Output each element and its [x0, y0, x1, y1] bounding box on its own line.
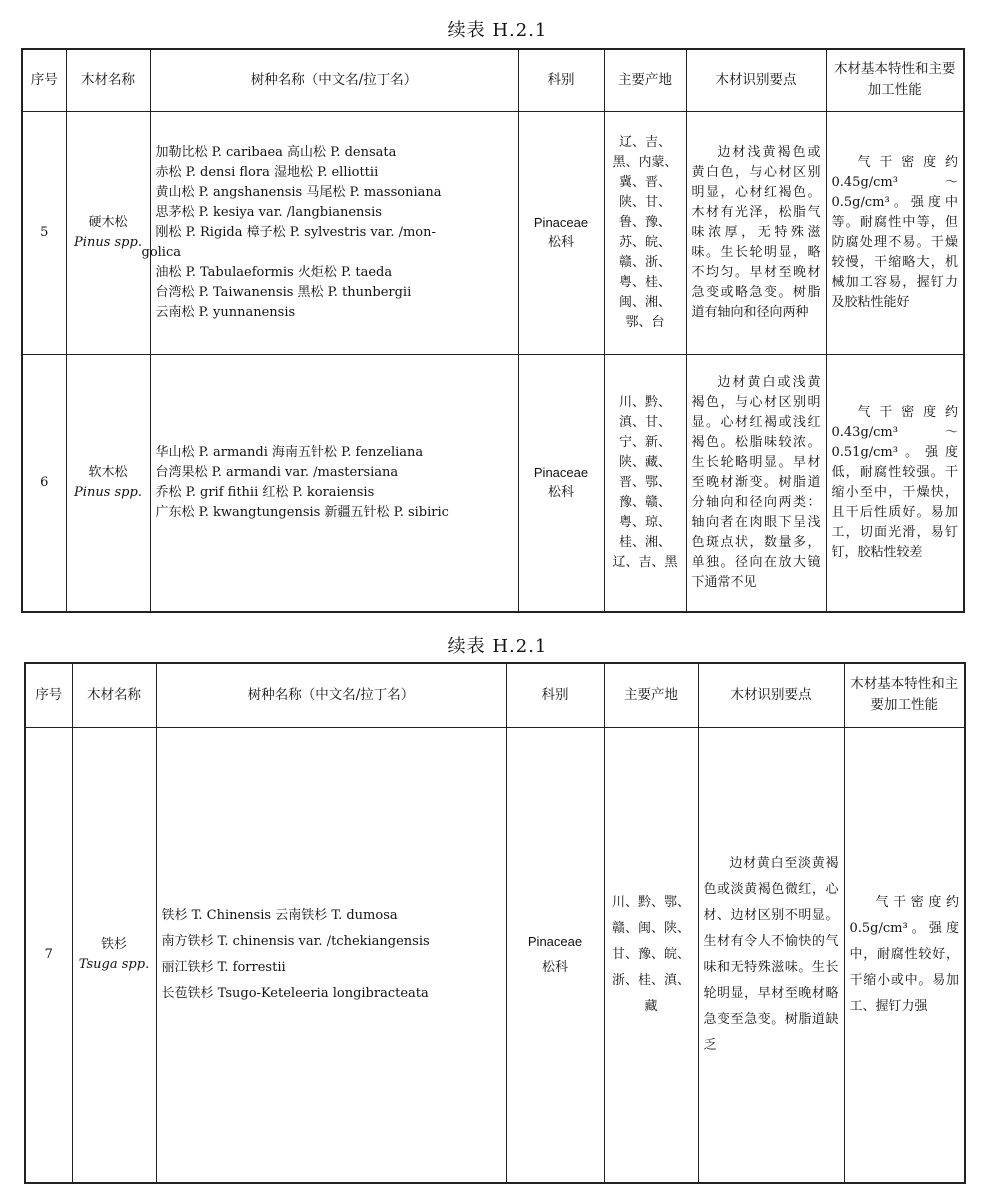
- species-line: 台湾松 P. Taiwanensis 黑松 P. thunbergii: [155, 284, 412, 300]
- species-line: 铁杉 T. Chinensis 云南铁杉 T. dumosa: [161, 907, 398, 923]
- header-origin: 主要产地: [604, 49, 686, 111]
- species-line: golica: [141, 244, 181, 260]
- wood-name: [72, 727, 156, 1183]
- wood-table: [21, 48, 965, 613]
- species-line: 思茅松 P. kesiya var. /langbianensis: [155, 204, 382, 220]
- header-species-name: 树种名称（中文名/拉丁名）: [150, 49, 518, 111]
- family: [518, 111, 604, 354]
- species-line: 云南松 P. yunnanensis: [155, 304, 296, 320]
- family: [506, 727, 604, 1183]
- identification-text: 边材浅黄褐色或黄白色，与心材区别明显，心材红褐色。木材有光泽，松脂气味浓厚，无特殊滋味。生长轮明显，略不均匀。早材至晚材急变或略急变。树脂道有轴向和径向两种: [686, 111, 826, 354]
- properties-text: 气干密度约0.5g/cm³。强度中，耐腐性较好，干缩小或中。易加工、握钉力强: [844, 727, 965, 1183]
- wood-name-zh: 硬木松: [88, 214, 128, 230]
- identification-text: 边材黄白至淡黄褐色或淡黄褐色微红，心材、边材区别不明显。生材有令人不愉快的气味和无特殊滋味。生长轮明显，早材至晚材略急变至急变。树脂道缺乏: [698, 727, 844, 1183]
- origin: 川、黔、滇、甘、宁、新、陕、藏、晋、鄂、豫、赣、粤、琼、桂、湘、辽、吉、黑: [604, 354, 686, 612]
- wood-name-latin: Pinus spp.: [74, 484, 142, 500]
- family: [518, 354, 604, 612]
- species-list: [150, 354, 518, 612]
- table-header-row: [22, 49, 964, 111]
- header-wood-name: 木材名称: [66, 49, 150, 111]
- wood-table: [24, 662, 966, 1184]
- wood-name-latin: Tsuga spp.: [78, 956, 150, 972]
- properties-text: 气干密度约0.45g/cm³ ～ 0.5g/cm³。强度中等。耐腐性中等，但防腐处理不易。干燥较慢，干缩略大，机械加工容易，握钉力及胶粘性能好: [826, 111, 964, 354]
- row-number: 6: [22, 354, 66, 612]
- species-line: 广东松 P. kwangtungensis 新疆五针松 P. sibiric: [155, 504, 449, 520]
- species-line: 加勒比松 P. caribaea 高山松 P. densata: [155, 144, 397, 160]
- wood-name: [66, 354, 150, 612]
- species-list: [156, 727, 506, 1183]
- species-line: 刚松 P. Rigida 樟子松 P. sylvestris var. /mon-: [155, 224, 436, 240]
- properties-text: 气干密度约0.43g/cm³ ～ 0.51g/cm³。强度低，耐腐性较强。干缩小至中，干燥快，且干后性质好。易加工，切面光滑，易钉钉，胶粘性较差: [826, 354, 964, 612]
- family-zh: 松科: [547, 234, 574, 250]
- header-family: 科别: [506, 663, 604, 727]
- species-line: 丽江铁杉 T. forrestii: [161, 959, 286, 975]
- family-latin: Pinaceae: [527, 933, 583, 949]
- family-latin: Pinaceae: [533, 464, 589, 480]
- family-latin: Pinaceae: [533, 214, 589, 230]
- table-caption: 续表 H.2.1: [447, 636, 548, 657]
- table-caption: 续表 H.2.1: [447, 20, 548, 41]
- header-family: 科别: [518, 49, 604, 111]
- species-list: [141, 111, 518, 354]
- species-line: 乔松 P. grif fithii 红松 P. koraiensis: [155, 484, 375, 500]
- species-line: 台湾果松 P. armandi var. /mastersiana: [155, 464, 399, 480]
- header-properties: 木材基本特性和主要加工性能: [826, 49, 964, 111]
- species-line: 油松 P. Tabulaeformis 火炬松 P. taeda: [155, 264, 393, 280]
- identification-text: 边材黄白或浅黄褐色，与心材区别明显。心材红褐或浅红褐色。松脂味较浓。生长轮略明显。早材至晚材渐变。树脂道分轴向和径向两类：轴向者在肉眼下呈浅色斑点状，数量多，单独。径向在放大镜下通常不见: [686, 354, 826, 612]
- origin: 川、黔、鄂、赣、闽、陕、甘、豫、皖、浙、桂、滇、藏: [604, 727, 698, 1183]
- table-row: [25, 727, 965, 1183]
- row-number: 7: [25, 727, 72, 1183]
- header-no: 序号: [25, 663, 72, 727]
- species-line: 南方铁杉 T. chinensis var. /tchekiangensis: [161, 933, 430, 949]
- wood-name-zh: 软木松: [88, 464, 128, 480]
- species-line: 华山松 P. armandi 海南五针松 P. fenzeliana: [155, 444, 424, 460]
- row-number: 5: [22, 111, 66, 354]
- family-zh: 松科: [547, 484, 574, 500]
- header-origin: 主要产地: [604, 663, 698, 727]
- wood-name-zh: 铁杉: [100, 936, 127, 952]
- header-properties: 木材基本特性和主要加工性能: [844, 663, 965, 727]
- species-line: 赤松 P. densi flora 湿地松 P. elliottii: [155, 164, 379, 180]
- family-zh: 松科: [541, 959, 568, 975]
- wood-name: [66, 111, 150, 354]
- header-identification: 木材识别要点: [698, 663, 844, 727]
- species-line: 黄山松 P. angshanensis 马尾松 P. massoniana: [155, 184, 442, 200]
- wood-name-latin: Pinus spp.: [74, 234, 142, 250]
- table-row: [22, 111, 964, 354]
- origin: 辽、吉、黑、内蒙、冀、晋、陕、甘、鲁、豫、苏、皖、赣、浙、粤、桂、闽、湘、鄂、台: [604, 111, 686, 354]
- header-no: 序号: [22, 49, 66, 111]
- header-wood-name: 木材名称: [72, 663, 156, 727]
- header-species-name: 树种名称（中文名/拉丁名）: [156, 663, 506, 727]
- table-header-row: [25, 663, 965, 727]
- species-line: 长苞铁杉 Tsugo-Keteleeria longibracteata: [161, 985, 429, 1001]
- table-row: [22, 354, 964, 612]
- header-identification: 木材识别要点: [686, 49, 826, 111]
